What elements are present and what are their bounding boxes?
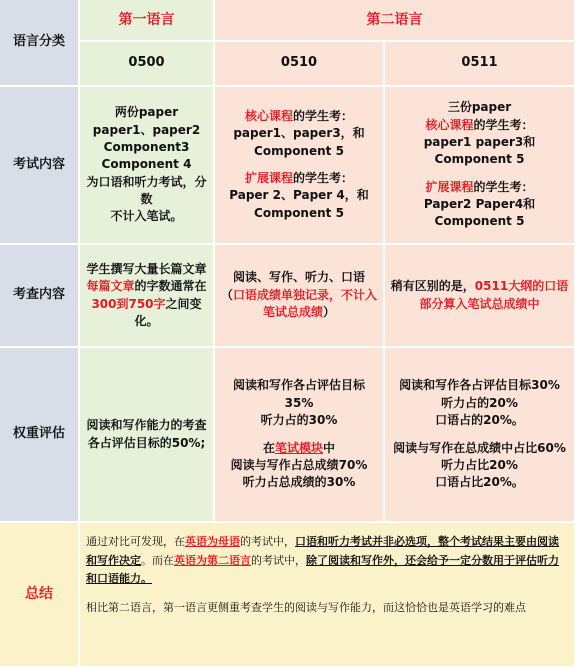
text-line: paper1、paper2: [92, 122, 201, 137]
text-line: 各占评估目标的50%;: [87, 435, 206, 450]
second-language-text: 第二语言: [366, 11, 423, 28]
core-line: [245, 108, 353, 125]
text-part: 学生撰写大量长篇文章: [86, 261, 207, 276]
second-language-header: [215, 0, 576, 42]
first-language-text: 第一语言: [118, 11, 175, 28]
text-line: 口语占的20%。: [435, 413, 524, 428]
text-line: Component 4: [101, 157, 192, 172]
text-line: 数: [140, 192, 153, 207]
exam-focus-0510: [215, 245, 385, 348]
exam-content-0510: [215, 87, 385, 245]
code-0500: [80, 42, 215, 87]
exam-content-0510-lines: [229, 108, 369, 222]
text-line: 听力占总成绩的30%: [242, 475, 356, 490]
summary-label-text: 总结: [25, 586, 53, 603]
exam-focus-0511: [385, 245, 576, 348]
code-0510-text: 0510: [280, 55, 318, 71]
row-label-exam-content: [0, 87, 80, 245]
highlight: 300到750字: [91, 296, 166, 311]
weighting-0500-lines: [86, 417, 206, 452]
core-suffix: 的学生考：: [473, 117, 534, 132]
text-line: 阅读与写作占总成绩70%: [230, 457, 368, 472]
text-part: 的考试中，: [251, 553, 306, 567]
text-line: Component3: [103, 139, 190, 154]
row-label-text: 权重评估: [12, 426, 65, 442]
text-line: 阅读和写作能力的考查: [86, 418, 207, 433]
ext-line: [425, 179, 533, 196]
exam-focus-0510-text: [219, 269, 379, 321]
text-part: 的考试中，: [240, 535, 295, 548]
exam-content-0500: [80, 87, 215, 245]
highlight: 英语为第二语言: [174, 553, 251, 567]
text-line: 两份paper: [114, 105, 179, 120]
text-line: 阅读、写作、听力、口语: [232, 270, 365, 285]
text-line: Paper2 Paper4和Component 5: [423, 197, 536, 229]
text-line: 听力占比20%: [441, 457, 518, 472]
text-part: 通过对比可发现，在: [86, 535, 185, 548]
row-label-text: 考试内容: [12, 156, 65, 172]
ext-suffix: 的学生考：: [473, 179, 534, 194]
row-label-weighting: [0, 348, 80, 523]
text-line: Component 5: [254, 205, 344, 220]
emphasis: 除了阅读和写作外，还会给予一定分数用于评估听力和口语能力。: [86, 553, 559, 586]
text-line: Component 5: [254, 143, 344, 158]
summary-paragraph-2: 相比第二语言，第一语言更侧重考查学生的阅读与写作能力，而这恰恰也是英语学习的难点: [86, 601, 526, 615]
text-line: 听力占的30%: [260, 413, 338, 428]
code-0511-text: 0511: [461, 55, 498, 71]
highlight: 口语成绩单独记录，不计入笔试总成绩: [233, 287, 378, 320]
category-label-text: 语言分类: [12, 34, 65, 50]
highlight: 每篇文章: [86, 279, 135, 294]
module-line: [263, 440, 335, 457]
summary-paragraph-1: [86, 533, 566, 589]
core-suffix: 的学生考：: [293, 108, 354, 123]
highlight: 0511大纲的口语部分算入笔试总成绩中: [419, 279, 569, 311]
code-0511: [385, 42, 576, 87]
paren: ）: [323, 305, 336, 320]
weighting-0500: [80, 348, 215, 523]
text-part: 稍有区别的是，: [390, 279, 475, 294]
code-0510: [215, 42, 385, 87]
weighting-0511-lines: [393, 377, 566, 491]
summary-label: [0, 523, 80, 668]
text-line: paper1、paper3，和: [233, 126, 365, 141]
extended-course-term: 扩展课程: [244, 171, 293, 185]
text-line: 不计入笔试。: [110, 209, 183, 224]
core-course-term: 核心课程: [425, 117, 474, 132]
category-label: [0, 0, 80, 87]
exam-content-0511: [385, 87, 576, 245]
text-line: Paper 2、Paper 4，和: [229, 188, 369, 203]
text-part: 在: [262, 440, 275, 455]
text-line: 为口语和听力考试，分: [86, 174, 207, 189]
text-part: 的字数通常在: [134, 279, 207, 294]
exam-focus-0500: [80, 245, 215, 348]
emphasis: 口语和听力考试并非必选项，整个考试结果主要由阅读和写作决定: [86, 535, 559, 567]
extended-course-term: 扩展课程: [425, 179, 474, 194]
exam-content-0511-lines: [389, 99, 570, 231]
text-part: 之间变化。: [134, 296, 202, 328]
text-line: 口语占比20%。: [435, 475, 524, 490]
exam-focus-0511-text: [389, 278, 570, 313]
text-line: 阅读与写作在总成绩中占比60%: [393, 440, 566, 455]
text-line: 听力占的20%: [441, 395, 518, 410]
text-line: 阅读和写作各占评估目标30%: [399, 378, 560, 393]
text-part: 。而在: [141, 553, 174, 567]
core-course-term: 核心课程: [244, 108, 293, 123]
highlight: 英语为母语: [185, 535, 240, 548]
weighting-0510-lines: [219, 377, 379, 491]
row-label-text: 考查内容: [12, 287, 65, 303]
weighting-0511: [385, 348, 576, 523]
highlight: 笔试模块: [274, 440, 323, 455]
text-part: 中: [323, 440, 336, 455]
exam-content-0500-lines: [86, 104, 206, 226]
first-language-header: [80, 0, 215, 42]
text-line: 阅读和写作各占评估目标35%: [232, 378, 365, 410]
exam-focus-0500-text: [84, 261, 209, 331]
ext-suffix: 的学生考：: [293, 171, 354, 185]
text-line: paper1 paper3和Component 5: [423, 134, 536, 167]
code-0500-text: 0500: [128, 55, 165, 71]
ext-line: [245, 170, 353, 187]
core-line: [425, 117, 533, 134]
weighting-0510: [215, 348, 385, 523]
text-line: 三份paper: [447, 100, 512, 115]
row-label-exam-focus: [0, 245, 80, 348]
paren: （: [220, 287, 233, 302]
summary-body: [80, 523, 576, 668]
